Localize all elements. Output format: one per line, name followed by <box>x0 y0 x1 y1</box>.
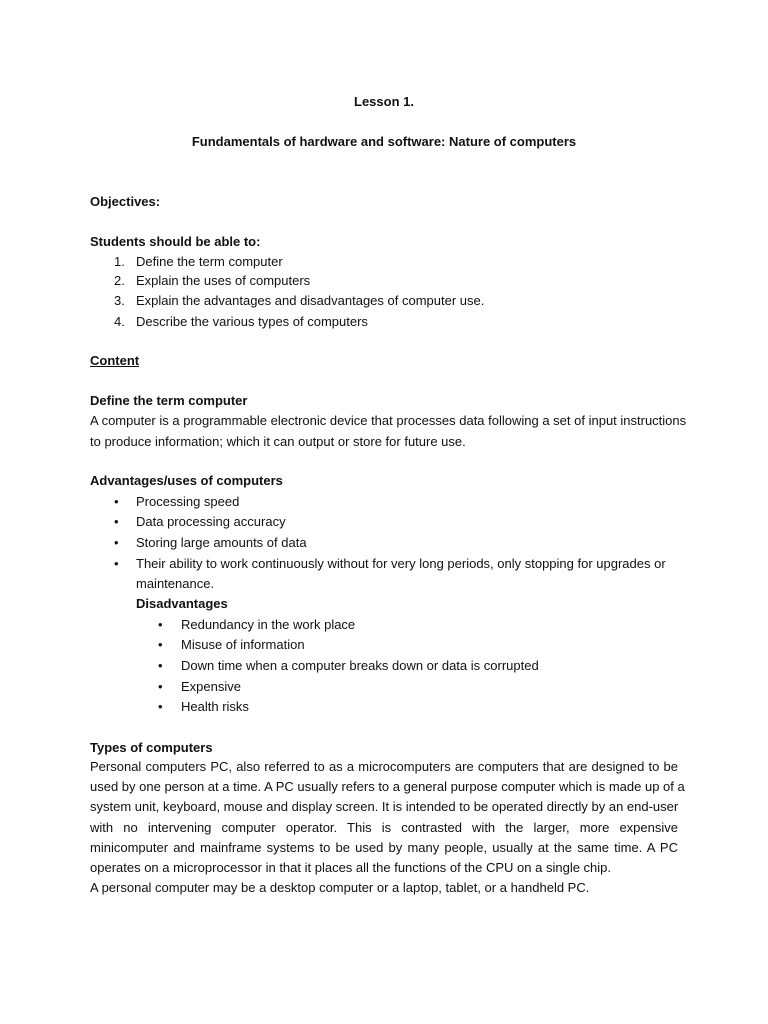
bullet-icon: • <box>158 637 163 652</box>
disadvantage-item: Misuse of information <box>181 637 305 652</box>
objective-item: Describe the various types of computers <box>136 314 368 329</box>
types-heading: Types of computers <box>90 740 213 755</box>
advantage-item: Processing speed <box>136 494 240 509</box>
disadvantage-item: Down time when a computer breaks down or data is corrupted <box>181 658 539 673</box>
define-heading: Define the term computer <box>90 393 248 408</box>
objective-item: Explain the advantages and disadvantages of computer use. <box>136 293 485 308</box>
advantage-item: Their ability to work continuously without for very long periods, only stopping for upgrades or <box>136 556 666 571</box>
objective-number: 1. <box>114 254 125 269</box>
objective-number: 4. <box>114 314 125 329</box>
bullet-icon: • <box>158 617 163 632</box>
advantages-heading: Advantages/uses of computers <box>90 473 283 488</box>
bullet-icon: • <box>114 556 119 571</box>
define-paragraph-line: to produce information; which it can output or store for future use. <box>90 434 466 449</box>
advantage-item: Data processing accuracy <box>136 514 286 529</box>
objectives-intro: Students should be able to: <box>90 234 261 249</box>
disadvantage-item: Health risks <box>181 699 249 714</box>
lesson-number: Lesson 1. <box>354 94 414 109</box>
types-paragraph-line: A personal computer may be a desktop computer or a laptop, tablet, or a handheld PC. <box>90 880 590 895</box>
bullet-icon: • <box>114 494 119 509</box>
objective-number: 2. <box>114 273 125 288</box>
objective-item: Explain the uses of computers <box>136 273 311 288</box>
types-paragraph-line: minicomputer and mainframe systems to be used by many people, usually at the same time. A PC <box>90 840 678 855</box>
bullet-icon: • <box>114 514 119 529</box>
types-paragraph-line: system unit, keyboard, mouse and display screen. It is intended to be operated directly by an end-user <box>90 799 679 814</box>
objective-item: Define the term computer <box>136 254 283 269</box>
define-paragraph-line: A computer is a programmable electronic device that processes data following a set of input instructions <box>90 413 687 428</box>
advantage-item-continuation: maintenance. <box>136 576 215 591</box>
types-paragraph-line: operates on a microprocessor in that it places all the functions of the CPU on a single chip. <box>90 860 612 875</box>
page-title: Fundamentals of hardware and software: Nature of computers <box>191 134 577 149</box>
types-paragraph-line: used by one person at a time. A PC usually refers to a general purpose computer which is made up of a <box>90 779 685 794</box>
advantage-item: Storing large amounts of data <box>136 535 307 550</box>
bullet-icon: • <box>158 658 163 673</box>
objective-number: 3. <box>114 293 125 308</box>
bullet-icon: • <box>158 679 163 694</box>
disadvantages-heading: Disadvantages <box>136 596 228 611</box>
types-paragraph-line: with no intervening computer operator. This is contrasted with the larger, more expensive <box>90 820 678 835</box>
disadvantage-item: Expensive <box>181 679 241 694</box>
types-paragraph-line: Personal computers PC, also referred to as a microcomputers are computers that are designed to be <box>90 759 678 774</box>
bullet-icon: • <box>114 535 119 550</box>
objectives-heading: Objectives: <box>90 194 161 209</box>
disadvantage-item: Redundancy in the work place <box>181 617 356 632</box>
bullet-icon: • <box>158 699 163 714</box>
content-heading: Content <box>90 353 140 368</box>
